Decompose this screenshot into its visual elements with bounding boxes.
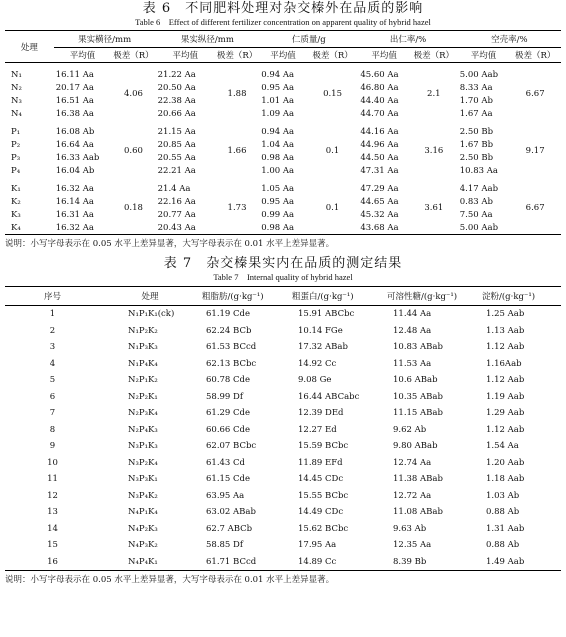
col-header: 粗脂肪/(g·kg⁻¹) <box>202 292 264 302</box>
range-cell: 3.16 <box>424 146 444 156</box>
table-row: P₂ 16.64 Aa 20.85 Aa 1.04 Aa 44.96 Aa 1.67 Bb <box>11 139 494 150</box>
table-row <box>5 471 561 488</box>
table-cell: 1.12 Aab <box>486 424 525 435</box>
table-cell: 1.20 Aab <box>486 457 525 468</box>
table-cell: 9 <box>49 441 56 452</box>
table-cell: 1.19 Aab <box>486 391 525 402</box>
table-cell: 12.72 Aa <box>393 490 432 501</box>
table-cell: N₄P₃K₂ <box>128 540 158 551</box>
table-cell: 1.25 Aab <box>486 309 525 320</box>
table-cell: 1.03 Ab <box>486 490 520 501</box>
table-cell: 9.62 Ab <box>393 424 427 435</box>
table6 <box>5 30 561 235</box>
table-cell: N₂P₃K₄ <box>128 408 158 419</box>
table-cell: 60.78 Cde <box>206 375 251 386</box>
table-cell: N₃P₂K₄ <box>128 457 158 468</box>
table-cell: 15 <box>47 540 58 551</box>
table7-note: 说明：小写字母表示在 0.05 水平上差异显著，大写字母表示在 0.01 水平上差异显著。 <box>5 575 335 585</box>
table-row: N₃ 16.51 Aa 22.38 Aa 1.01 Aa 44.40 Aa 1.70 Ab <box>11 95 493 106</box>
table-row <box>5 521 561 538</box>
table-cell: 11.15 ABab <box>393 408 443 419</box>
col-header: 粗蛋白/(g·kg⁻¹) <box>292 292 354 302</box>
table-cell: 1.12 Aab <box>486 375 525 386</box>
table-row <box>5 488 561 505</box>
table-cell: 62.7 ABCb <box>206 523 253 534</box>
sub-mean: 平均值 <box>371 51 397 61</box>
table-cell: 3 <box>49 342 56 353</box>
table-cell: 7 <box>49 408 56 419</box>
table-cell: 10 <box>47 457 58 468</box>
table-cell: 11.44 Aa <box>393 309 432 320</box>
table-cell: 13 <box>47 507 58 518</box>
table-cell: 62.07 BCbc <box>206 441 257 452</box>
table-cell: 14.89 Cc <box>298 556 337 567</box>
col-header: 可溶性糖/(g·kg⁻¹) <box>387 292 458 302</box>
table-cell: 15.59 BCbc <box>298 441 349 452</box>
sub-range: 极差（R） <box>413 51 455 61</box>
sub-range: 极差（R） <box>113 51 154 61</box>
table-cell: 61.53 BCcd <box>206 342 257 353</box>
table-cell: N₃P₄K₂ <box>128 490 158 501</box>
group-header: 出仁率/% <box>358 31 457 48</box>
table-cell: 12.35 Aa <box>393 540 432 551</box>
table-cell: 15.55 BCbc <box>298 490 349 501</box>
table-row <box>5 422 561 439</box>
table-row <box>5 356 561 373</box>
table-cell: 14.92 Cc <box>298 358 337 369</box>
table-row: P₃ 16.33 Aab 20.55 Aa 0.98 Aa 44.50 Aa 2.50 Bb <box>11 152 494 163</box>
table-cell: 0.88 Ab <box>486 507 520 518</box>
table-cell: 9.08 Ge <box>298 375 332 386</box>
table-cell: 61.71 BCcd <box>206 556 257 567</box>
table-cell: 9.63 Ab <box>393 523 427 534</box>
table-cell: N₃P₁K₃ <box>128 441 158 452</box>
table-cell: 62.13 BCbc <box>206 358 257 369</box>
table-row: P₄ 16.04 Ab 22.21 Aa 1.00 Aa 47.31 Aa 10.83 Aa <box>11 165 498 176</box>
table-cell: 11.53 Aa <box>393 358 432 369</box>
table-cell: 8.39 Bb <box>393 556 427 567</box>
table-cell: 11.38 ABab <box>393 474 443 485</box>
table6-title: 表 6 不同肥料处理对杂交榛外在品质的影响 <box>142 1 424 16</box>
sub-mean: 平均值 <box>470 51 497 61</box>
table-cell: 1.31 Aab <box>486 523 525 534</box>
table-cell: 14.49 CDc <box>298 507 344 518</box>
range-cell: 9.17 <box>525 146 545 156</box>
table-cell: 12 <box>47 490 58 501</box>
table-cell: 9.80 ABab <box>393 441 438 452</box>
table-cell: 12.27 Ed <box>298 424 337 435</box>
table-cell: N₁P₄K₄ <box>128 358 158 369</box>
table-cell: N₂P₁K₂ <box>128 375 158 386</box>
table-row <box>5 537 561 554</box>
table-cell: 14.45 CDc <box>298 474 344 485</box>
table-cell: 1.49 Aab <box>486 556 525 567</box>
table-row: K₃ 16.31 Aa 20.77 Aa 0.99 Aa 45.32 Aa 7.50 Aa <box>11 209 493 220</box>
table-cell: 1.12 Aab <box>486 342 525 353</box>
table-cell: 10.14 FGe <box>298 325 343 336</box>
table-row <box>5 389 561 406</box>
table-cell: 12.74 Aa <box>393 457 432 468</box>
table-cell: 61.19 Cde <box>206 309 251 320</box>
table-cell: 10.83 ABab <box>393 342 443 353</box>
table-row: K₁ 16.32 Aa 0.18 21.4 Aa 1.73 1.05 Aa 0.1 47.29 Aa 3.61 4.17 Aab 6.67 <box>5 177 561 195</box>
group-header: 果实纵径/mm <box>156 31 260 48</box>
table-cell: 1.54 Aa <box>486 441 519 452</box>
table-cell: 15.91 ABCbc <box>298 309 355 320</box>
table-row <box>5 554 561 571</box>
range-cell: 0.60 <box>123 146 143 156</box>
table-cell: 61.29 Cde <box>206 408 251 419</box>
table-cell: 16 <box>47 556 58 567</box>
table-cell: 1.18 Aab <box>486 474 525 485</box>
table-cell: 6 <box>49 391 56 402</box>
table-row: N₄ 16.38 Aa 20.66 Aa 1.09 Aa 44.70 Aa 1.67 Aa <box>11 108 493 119</box>
table-cell: 63.95 Aa <box>206 490 245 501</box>
table-row <box>5 455 561 472</box>
sub-range: 极差（R） <box>514 51 556 61</box>
table-row <box>5 405 561 422</box>
range-cell: 0.1 <box>325 146 340 156</box>
table-cell: 4 <box>49 358 56 369</box>
table7-body <box>5 306 561 571</box>
table-cell: N₃P₃K₁ <box>128 474 158 485</box>
sub-mean: 平均值 <box>270 51 296 61</box>
range-cell: 0.15 <box>323 89 342 99</box>
table-row: P₁ 16.08 Ab 0.60 21.15 Aa 1.66 0.94 Aa 0.1 44.16 Aa 3.16 2.50 Bb 9.17 <box>5 120 561 138</box>
table-cell: 15.62 BCbc <box>298 523 349 534</box>
table-cell: N₄P₁K₄ <box>128 507 158 518</box>
table-cell: N₂P₂K₁ <box>128 391 158 402</box>
table-row: K₂ 16.14 Aa 22.16 Aa 0.95 Aa 44.65 Aa 0.83 Ab <box>11 196 493 207</box>
table-cell: 16.44 ABCabc <box>298 391 360 402</box>
table-cell: 11.89 EFd <box>298 457 343 468</box>
range-cell: 1.88 <box>227 89 247 99</box>
table7-title: 表 7 杂交榛果实内在品质的测定结果 <box>163 256 403 271</box>
table-cell: 63.02 ABab <box>206 507 256 518</box>
range-cell: 1.73 <box>227 203 247 213</box>
table-cell: 14 <box>47 523 58 534</box>
table-cell: 12.39 DEd <box>298 408 344 419</box>
table-cell: 1 <box>49 309 56 320</box>
col-header: 序号 <box>43 292 61 302</box>
table-cell: 58.99 Df <box>206 391 243 402</box>
col-header: 处理 <box>141 292 159 302</box>
table-cell: 11 <box>47 474 58 485</box>
table-cell: 11.08 ABab <box>393 507 443 518</box>
table-cell: N₁P₃K₃ <box>128 342 158 353</box>
table-cell: 1.13 Aab <box>486 325 525 336</box>
table-cell: N₂P₄K₃ <box>128 424 158 435</box>
table-row <box>5 339 561 356</box>
table-row <box>5 504 561 521</box>
table-cell: 1.16Aab <box>486 358 522 369</box>
table-row: N₂ 20.17 Aa 20.50 Aa 0.95 Aa 46.80 Aa 8.33 Aa <box>11 82 493 93</box>
table-cell: 60.66 Cde <box>206 424 251 435</box>
table-cell: 12.48 Aa <box>393 325 432 336</box>
range-cell: 0.18 <box>123 203 143 213</box>
sub-mean: 平均值 <box>69 51 96 61</box>
table-row <box>5 306 561 323</box>
range-cell: 1.66 <box>227 146 247 156</box>
table6-subtitle: Table 6 Effect of different fertilizer concentration on apparent quality of hybrid hazel <box>135 17 431 27</box>
table-cell: 10.35 ABab <box>393 391 443 402</box>
table-cell: 17.95 Aa <box>298 540 337 551</box>
table-cell: N₁P₂K₂ <box>128 325 158 336</box>
group-header: 果实横径/mm <box>54 31 156 48</box>
table7-subtitle: Table 7 Internal quality of hybrid hazel <box>213 272 353 282</box>
range-cell: 6.67 <box>525 203 545 213</box>
range-cell: 2.1 <box>427 89 441 99</box>
col-header: 淀粉/(g·kg⁻¹) <box>482 292 536 302</box>
table-row: N₁ 16.11 Aa 4.06 21.22 Aa 1.88 0.94 Aa 0.15 45.60 Aa 2.1 5.00 Aab 6.67 <box>5 63 561 82</box>
group-header: 空壳率/% <box>458 31 561 48</box>
table-cell: 8 <box>49 424 56 435</box>
table-cell: 58.85 Df <box>206 540 243 551</box>
table-row <box>5 372 561 389</box>
table-cell: 17.32 ABab <box>298 342 348 353</box>
table-cell: N₄P₄K₁ <box>128 556 158 567</box>
sub-range: 极差（R） <box>216 51 258 61</box>
sub-range: 极差（R） <box>312 51 353 61</box>
table-cell: 0.88 Ab <box>486 540 520 551</box>
table-cell: 61.15 Cde <box>206 474 251 485</box>
table6-note: 说明：小写字母表示在 0.05 水平上差异显著，大写字母表示在 0.01 水平上差异显著。 <box>5 239 335 249</box>
table-cell: 62.24 BCb <box>206 325 252 336</box>
table7 <box>5 286 561 571</box>
table-cell: N₁P₁K₁(ck) <box>128 309 175 320</box>
table-cell: 10.6 ABab <box>393 375 438 386</box>
col-treatment: 处理 <box>5 31 54 63</box>
table-cell: 1.29 Aab <box>486 408 525 419</box>
group-header: 仁质量/g <box>259 31 358 48</box>
range-cell: 4.06 <box>123 89 143 99</box>
table-row <box>5 323 561 340</box>
range-cell: 0.1 <box>325 203 340 213</box>
table-cell: 61.43 Cd <box>206 457 245 468</box>
range-cell: 3.61 <box>424 203 444 213</box>
range-cell: 6.67 <box>525 89 545 99</box>
table-cell: N₄P₂K₃ <box>128 523 158 534</box>
table-row: K₄ 16.32 Aa 20.43 Aa 0.98 Aa 43.68 Aa 5.00 Aab <box>5 221 561 235</box>
table-cell: 2 <box>49 325 56 336</box>
sub-mean: 平均值 <box>172 51 198 61</box>
table-row <box>5 438 561 455</box>
table-cell: 5 <box>49 375 56 386</box>
